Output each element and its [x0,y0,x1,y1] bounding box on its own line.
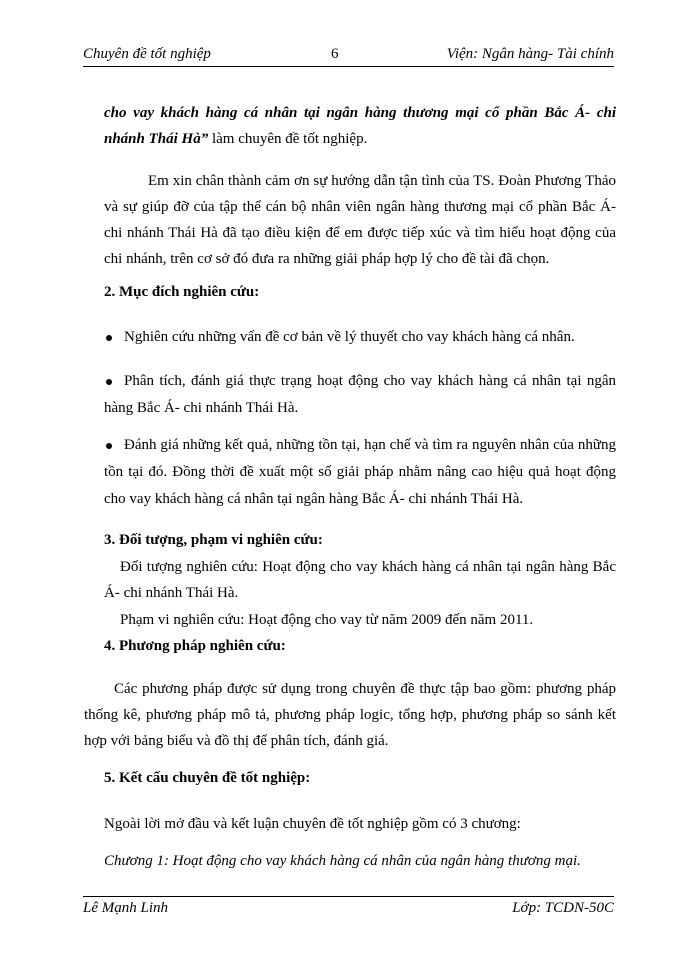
research-scope: Phạm vi nghiên cứu: Hoạt động cho vay từ năm 2009 đến năm 2011. [120,612,534,628]
methods-paragraph: Các phương pháp được sử dụng trong chuyên đề thực tập bao gồm: phương pháp thống kê, phương pháp mô tả, phương pháp logic, tổng hợp, phương pháp so sánh kết hợp với bảng biểu và đồ thị để phân tích, đánh giá. [84,681,616,749]
thesis-title-tail: làm chuyên đề tốt nghiệp. [208,131,368,147]
bullet-dot-icon [106,443,112,449]
research-object: Đối tượng nghiên cứu: Hoạt động cho vay khách hàng cá nhân tại ngân hàng Bắc Á- chi nhánh Thái Hà. [104,559,616,601]
page-header [83,44,614,67]
thanks-paragraph: Em xin chân thành cảm ơn sự hướng dẫn tận tình của TS. Đoàn Phương Thảo và sự giúp đỡ của tập thể cán bộ nhân viên ngân hàng thương mại cổ phần Bắc Á- chi nhánh Thái Hà đã tạo điều kiện để em được tiếp xúc và tìm hiểu hoạt động của chi nhánh, trên cơ sở đó đưa ra những giải pháp hợp lý cho đề tài đã chọn. [104,173,616,267]
thesis-title-bold: cho vay khách hàng cá nhân tại ngân hàng thương mại cổ phần Bắc Á- chi nhánh Thái Hà” [104,105,616,147]
bullet-text-1: Nghiên cứu những vấn đề cơ bản về lý thuyết cho vay khách hàng cá nhân. [124,329,575,345]
bullet-item-3 [104,432,616,513]
section-5-heading: 5. Kết cấu chuyên đề tốt nghiệp: [104,770,311,786]
footer-author: Lê Mạnh Linh [83,900,169,916]
header-institute: Viện: Ngân hàng- Tài chính [446,46,614,62]
section-3-heading: 3. Đối tượng, phạm vi nghiên cứu: [104,532,323,548]
bullet-dot-icon [106,335,112,341]
chapter-1-line: Chương 1: Hoạt động cho vay khách hàng cá nhân của ngân hàng thương mại. [104,853,581,869]
bullet-dot-icon [106,379,112,385]
page-number: 6 [331,46,339,62]
structure-intro: Ngoài lời mở đầu và kết luận chuyên đề tốt nghiệp gồm có 3 chương: [104,816,521,832]
header-doc-title: Chuyên đề tốt nghiệp [83,46,211,62]
section-2-heading: 2. Mục đích nghiên cứu: [104,284,260,300]
bullet-text-2: Phân tích, đánh giá thực trạng hoạt động cho vay khách hàng cá nhân tại ngân hàng Bắc Á- chi nhánh Thái Hà. [104,373,616,416]
intro-title-paragraph [104,100,616,152]
bullet-item-2 [104,368,616,422]
section-4-heading: 4. Phương pháp nghiên cứu: [104,638,286,654]
bullet-item-1 [104,324,616,351]
page-footer [83,896,614,919]
bullet-text-3: Đánh giá những kết quả, những tồn tại, hạn chế và tìm ra nguyên nhân của những tồn tại đó. Đồng thời đề xuất một số giải pháp nhằm nâng cao hiệu quả hoạt động cho vay khách hàng cá nhân tại ngân hàng Bắc Á- chi nhánh Thái Hà. [104,437,616,507]
footer-class: Lớp: TCDN-50C [512,900,614,916]
